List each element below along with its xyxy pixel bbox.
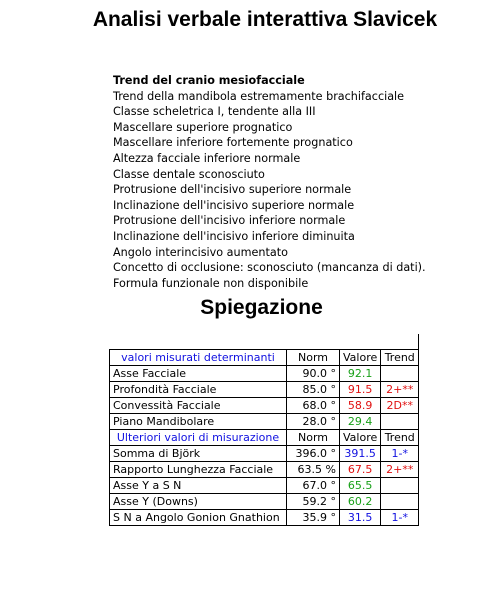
measure-value: 31.5 <box>340 510 381 526</box>
analysis-line: Classe scheletrica I, tendente alla III <box>113 105 316 119</box>
measure-value: 92.1 <box>340 366 381 382</box>
table-row <box>110 478 419 494</box>
table-section-header <box>110 350 419 366</box>
measure-value: 67.5 <box>340 462 381 478</box>
blank-header-cell <box>287 334 419 350</box>
measure-name: Piano Mandibolare <box>110 414 287 430</box>
analysis-line: Protrusione dell'incisivo superiore normale <box>113 183 352 197</box>
measure-norm: 90.0 ° <box>287 366 340 382</box>
measure-trend <box>381 478 419 494</box>
column-header-trend: Trend <box>381 350 419 366</box>
measure-norm: 59.2 ° <box>287 494 340 510</box>
analysis-line: Concetto di occlusione: sconosciuto (mancanza di dati). <box>113 261 426 275</box>
measure-value: 29.4 <box>340 414 381 430</box>
page-title: Analisi verbale interattiva Slavicek <box>92 8 438 31</box>
table-row <box>110 382 419 398</box>
explanation-title: Spiegazione <box>200 296 323 319</box>
table-row <box>110 446 419 462</box>
table-spacer-row <box>110 334 419 350</box>
section-label: valori misurati determinanti <box>110 350 287 366</box>
column-header-trend: Trend <box>381 430 419 446</box>
measure-name: Asse Y a S N <box>110 478 287 494</box>
analysis-line: Mascellare superiore prognatico <box>113 120 293 134</box>
measure-trend <box>381 414 419 430</box>
table-row <box>110 462 419 478</box>
section-label: Ulteriori valori di misurazione <box>110 430 287 446</box>
analysis-line: Mascellare inferiore fortemente prognatico <box>113 136 353 150</box>
table-row <box>110 414 419 430</box>
measure-name: Somma di Björk <box>110 446 287 462</box>
measure-name: Asse Y (Downs) <box>110 494 287 510</box>
column-header-norm: Norm <box>287 350 340 366</box>
measure-norm: 68.0 ° <box>287 398 340 414</box>
column-header-norm: Norm <box>287 430 340 446</box>
verbal-analysis <box>113 73 426 291</box>
measure-name: Rapporto Lunghezza Facciale <box>110 462 287 478</box>
analysis-line: Altezza facciale inferiore normale <box>113 151 301 165</box>
measure-norm: 396.0 ° <box>287 446 340 462</box>
measure-value: 91.5 <box>340 382 381 398</box>
measure-norm: 63.5 % <box>287 462 340 478</box>
measure-name: Asse Facciale <box>110 366 287 382</box>
table-row <box>110 366 419 382</box>
table-row <box>110 398 419 414</box>
analysis-line: Angolo interincisivo aumentato <box>113 245 288 259</box>
measurements-table <box>109 334 419 526</box>
measure-trend <box>381 366 419 382</box>
measure-name: S N a Angolo Gonion Gnathion <box>110 510 287 526</box>
analysis-line: Classe dentale sconosciuto <box>113 167 265 181</box>
measure-norm: 67.0 ° <box>287 478 340 494</box>
measure-trend: 1-* <box>381 510 419 526</box>
measure-value: 65.5 <box>340 478 381 494</box>
analysis-line: Protrusione dell'incisivo inferiore normale <box>113 214 346 228</box>
analysis-line: Formula funzionale non disponibile <box>113 276 309 290</box>
measure-value: 58.9 <box>340 398 381 414</box>
table-row <box>110 510 419 526</box>
measure-name: Profondità Facciale <box>110 382 287 398</box>
measure-norm: 35.9 ° <box>287 510 340 526</box>
measure-trend: 2D** <box>381 398 419 414</box>
column-header-value: Valore <box>340 430 381 446</box>
measure-trend: 1-* <box>381 446 419 462</box>
table-row <box>110 494 419 510</box>
measure-norm: 85.0 ° <box>287 382 340 398</box>
column-header-value: Valore <box>340 350 381 366</box>
analysis-line: Trend della mandibola estremamente brachifacciale <box>113 89 405 103</box>
measure-trend <box>381 494 419 510</box>
measure-norm: 28.0 ° <box>287 414 340 430</box>
analysis-line: Inclinazione dell'incisivo inferiore diminuita <box>113 229 355 243</box>
analysis-heading: Trend del cranio mesiofacciale <box>113 74 305 87</box>
analysis-line: Inclinazione dell'incisivo superiore normale <box>113 198 355 212</box>
measure-trend: 2+** <box>381 462 419 478</box>
measure-name: Convessità Facciale <box>110 398 287 414</box>
measure-trend: 2+** <box>381 382 419 398</box>
measure-value: 391.5 <box>340 446 381 462</box>
measure-value: 60.2 <box>340 494 381 510</box>
table-section-header <box>110 430 419 446</box>
